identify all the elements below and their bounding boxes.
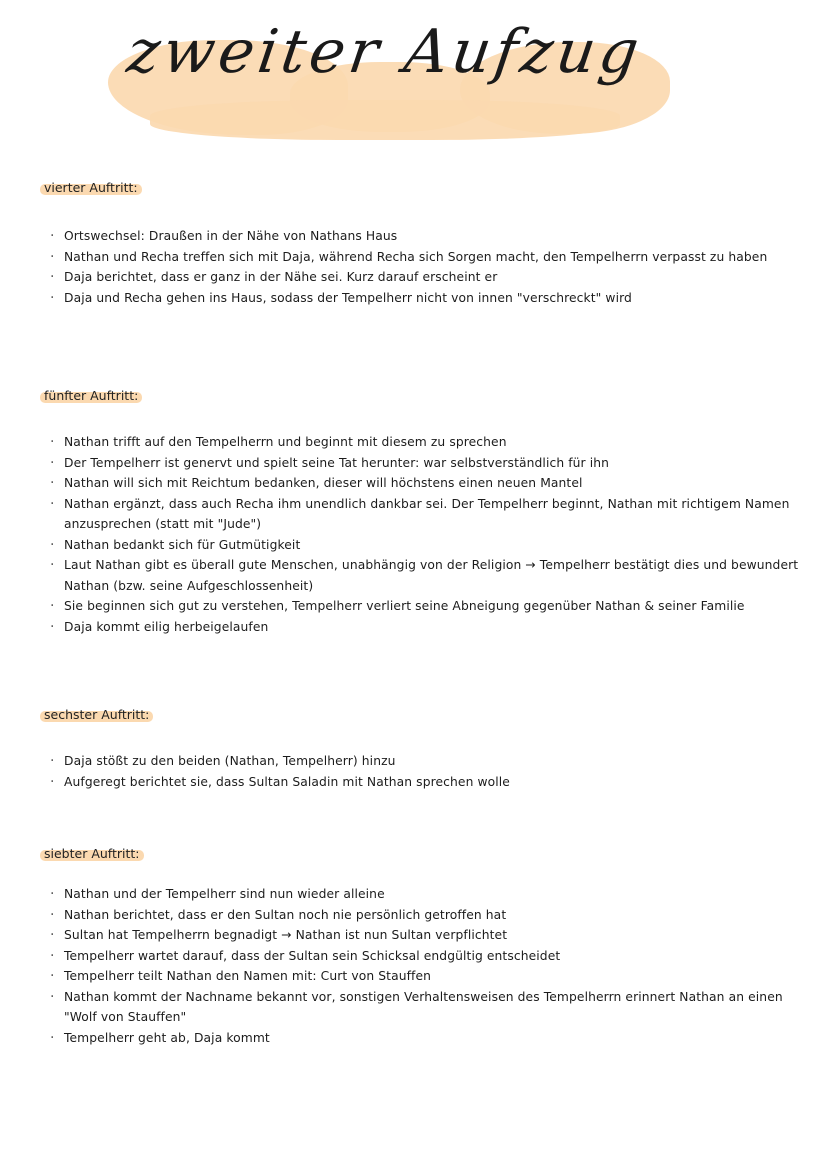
list-item: · Nathan und Recha treffen sich mit Daja, während Recha sich Sorgen macht, den Tempelherrn verpasst zu haben [50, 247, 810, 268]
list-item: · Ortswechsel: Draußen in der Nähe von Nathans Haus [50, 226, 810, 247]
list-item: · Daja berichtet, dass er ganz in der Nähe sei. Kurz darauf erscheint er [50, 267, 810, 288]
list-item: · Nathan trifft auf den Tempelherrn und beginnt mit diesem zu sprechen [50, 432, 810, 453]
section-heading-text: sechster Auftritt: [44, 707, 150, 722]
list-item: · Laut Nathan gibt es überall gute Menschen, unabhängig von der Religion → Tempelherr bestätigt dies und bewundert Nathan (bzw. seine Aufgeschlossenheit) [50, 555, 810, 596]
list-item: · Aufgeregt berichtet sie, dass Sultan Saladin mit Nathan sprechen wolle [50, 772, 810, 793]
section-heading [44, 707, 149, 722]
list-item: · Tempelherr geht ab, Daja kommt [50, 1028, 810, 1049]
list-item: · Daja stößt zu den beiden (Nathan, Tempelherr) hinzu [50, 751, 810, 772]
list-item: · Tempelherr teilt Nathan den Namen mit: Curt von Stauffen [50, 966, 810, 987]
list-item: · Sie beginnen sich gut zu verstehen, Tempelherr verliert seine Abneigung gegenüber Nathan & seiner Familie [50, 596, 810, 617]
section-heading-text: fünfter Auftritt: [44, 388, 139, 403]
section-heading [44, 180, 138, 195]
note-list [50, 884, 810, 1048]
section-heading [44, 846, 140, 861]
list-item: · Daja und Recha gehen ins Haus, sodass der Tempelherr nicht von innen "verschreckt" wird [50, 288, 810, 309]
list-item: · Nathan ergänzt, dass auch Recha ihm unendlich dankbar sei. Der Tempelherr beginnt, Nathan mit richtigem Namen anzusprechen (statt mit "Jude") [50, 494, 810, 535]
list-item: · Nathan kommt der Nachname bekannt vor, sonstigen Verhaltensweisen des Tempelherrn erinnert Nathan an einen "Wolf von Stauffen" [50, 987, 810, 1028]
note-list [50, 751, 810, 792]
list-item: · Tempelherr wartet darauf, dass der Sultan sein Schicksal endgültig entscheidet [50, 946, 810, 967]
list-item: · Nathan will sich mit Reichtum bedanken, dieser will höchstens einen neuen Mantel [50, 473, 810, 494]
list-item: · Nathan und der Tempelherr sind nun wieder alleine [50, 884, 810, 905]
title-area [0, 0, 828, 160]
note-list [50, 226, 810, 308]
list-item: · Sultan hat Tempelherrn begnadigt → Nathan ist nun Sultan verpflichtet [50, 925, 810, 946]
list-item: · Nathan bedankt sich für Gutmütigkeit [50, 535, 810, 556]
page-title: zweiter Aufzug [123, 17, 647, 87]
list-item: · Der Tempelherr ist genervt und spielt seine Tat herunter: war selbstverständlich für ihn [50, 453, 810, 474]
list-item: · Nathan berichtet, dass er den Sultan noch nie persönlich getroffen hat [50, 905, 810, 926]
note-list [50, 432, 810, 637]
section-heading-text: siebter Auftritt: [44, 846, 140, 861]
section-heading [44, 388, 138, 403]
title-highlight [150, 100, 620, 140]
list-item: · Daja kommt eilig herbeigelaufen [50, 617, 810, 638]
section-heading-text: vierter Auftritt: [44, 180, 138, 195]
